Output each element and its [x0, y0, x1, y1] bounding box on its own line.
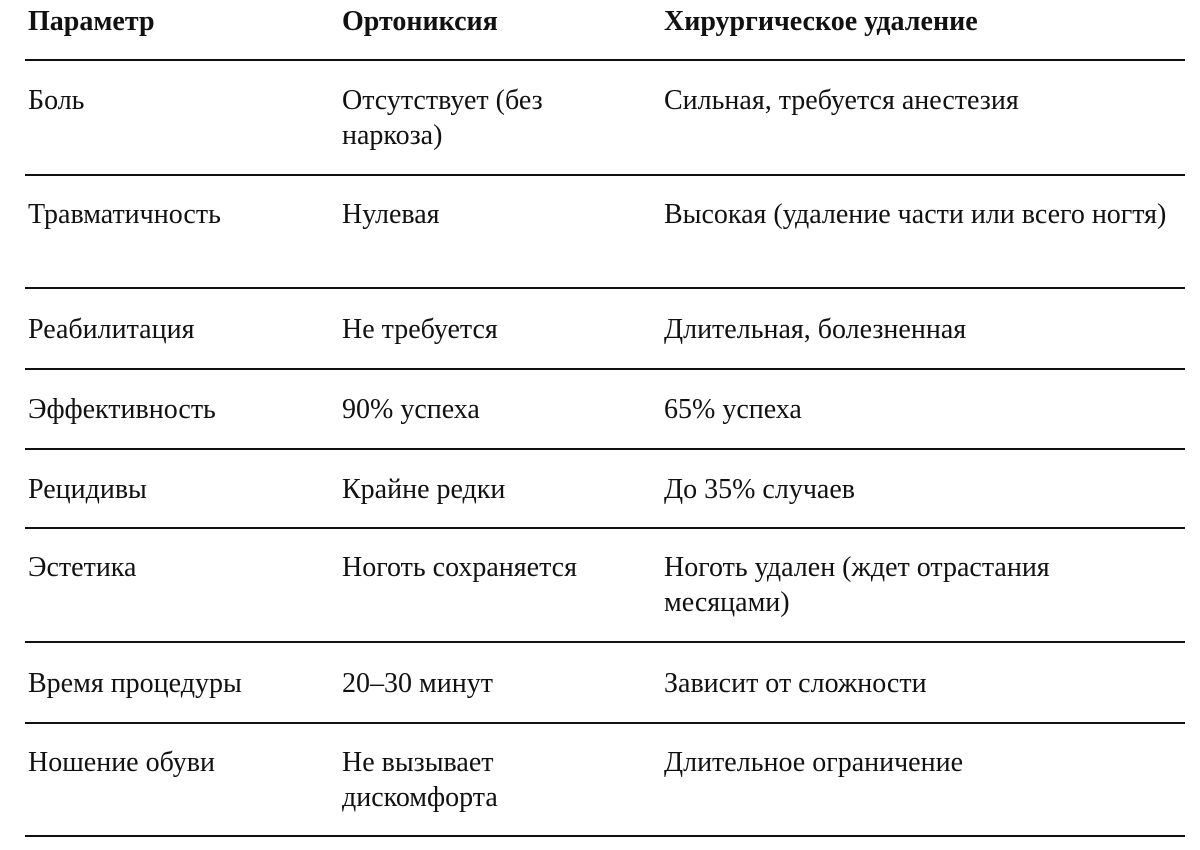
table-bottom-rule [25, 835, 1185, 837]
header-divider [25, 59, 1185, 61]
table-row [25, 550, 1185, 625]
row-surgical: Длительное ограничение [664, 747, 964, 778]
table-header-row [25, 2, 1185, 42]
table-row [25, 312, 1185, 352]
row-divider [25, 287, 1185, 289]
row-divider [25, 527, 1185, 529]
row-parameter: Боль [28, 85, 85, 116]
row-surgical: До 35% случаев [664, 474, 855, 505]
row-ortonixia: Ноготь сохраняется [342, 552, 577, 583]
row-surgical: Сильная, требуется анестезия [664, 85, 1019, 116]
row-parameter: Эффективность [28, 394, 216, 425]
row-surgical: Длительная, болезненная [664, 314, 967, 345]
row-parameter: Эстетика [28, 552, 137, 583]
row-ortonixia: Нулевая [342, 199, 440, 230]
header-parameter: Параметр [28, 6, 155, 37]
row-parameter: Время процедуры [28, 668, 242, 699]
row-ortonixia: 90% успеха [342, 394, 480, 425]
row-ortonixia: Крайне редки [342, 474, 506, 505]
row-surgical: 65% успеха [664, 394, 802, 425]
row-divider [25, 641, 1185, 643]
row-parameter: Травматичность [28, 199, 221, 230]
row-divider [25, 174, 1185, 176]
row-ortonixia: Не вызывает дискомфорта [342, 747, 498, 813]
table-row [25, 472, 1185, 512]
table-row [25, 745, 1185, 820]
header-surgical-removal: Хирургическое удаление [664, 6, 978, 37]
row-ortonixia: Отсутствует (без наркоза) [342, 85, 543, 151]
row-divider [25, 448, 1185, 450]
table-row [25, 83, 1185, 158]
row-divider [25, 368, 1185, 370]
header-ortonixia: Ортониксия [342, 6, 498, 37]
row-divider [25, 722, 1185, 724]
row-surgical: Высокая (удаление части или всего ногтя) [664, 199, 1167, 230]
row-surgical: Ноготь удален (ждет отрастания месяцами) [664, 552, 1050, 618]
row-surgical: Зависит от сложности [664, 668, 927, 699]
table-row [25, 666, 1185, 706]
table-row [25, 392, 1185, 432]
row-parameter: Рецидивы [28, 474, 147, 505]
row-parameter: Реабилитация [28, 314, 195, 345]
table-row [25, 197, 1185, 272]
row-ortonixia: 20–30 минут [342, 668, 493, 699]
row-parameter: Ношение обуви [28, 747, 215, 778]
row-ortonixia: Не требуется [342, 314, 498, 345]
